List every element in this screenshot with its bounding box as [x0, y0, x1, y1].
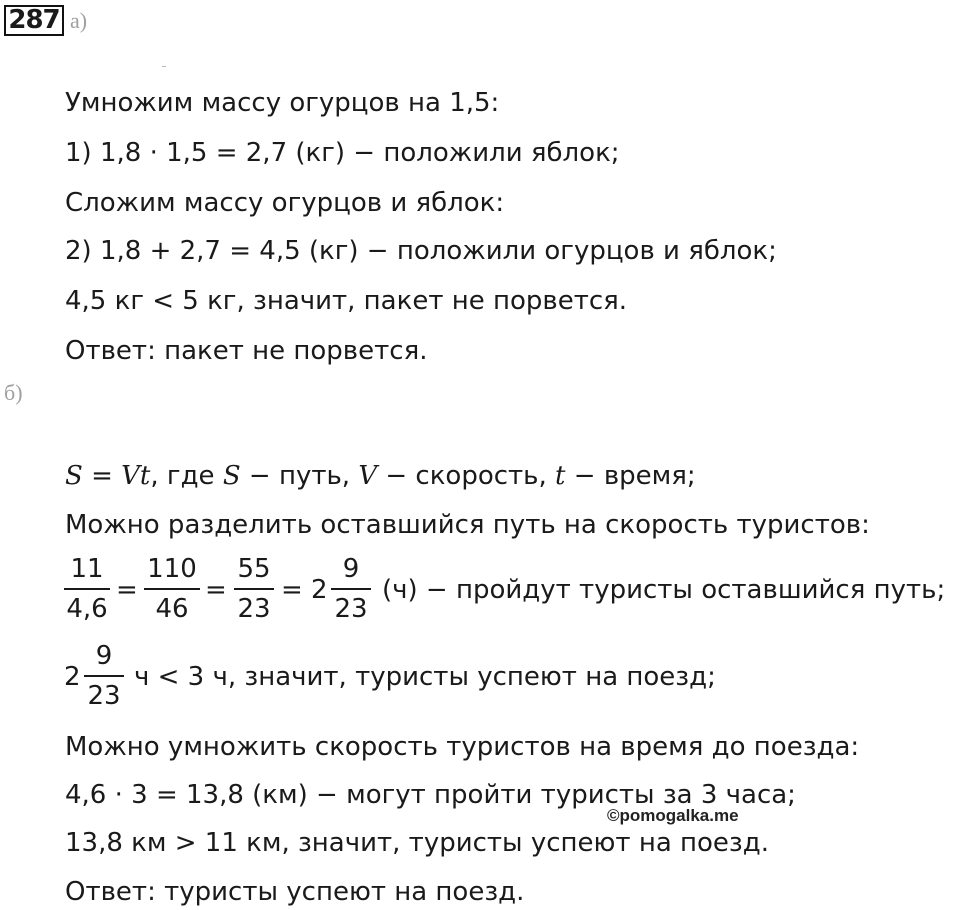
part-b-label: б) [4, 380, 23, 405]
speed-text: − скорость, [377, 461, 556, 491]
watermark: ©pomogalka.me [607, 806, 739, 825]
equals-sign: = [281, 575, 303, 605]
fraction-55-23 [234, 554, 274, 624]
part-a-line-5: 4,5 кг < 5 кг, значит, пакет не порвется. [65, 286, 628, 316]
var-t-2: t [555, 461, 566, 491]
var-t: t [139, 461, 151, 491]
fraction-bar [64, 588, 110, 590]
time-text: − время; [565, 461, 696, 491]
part-b-line-5: Можно умножить скорость туристов на время до поезда: [65, 732, 860, 762]
task-number: 287 [4, 5, 64, 36]
part-a-label: а) [70, 8, 88, 33]
denominator: 23 [87, 681, 121, 711]
stray-mark [162, 66, 166, 67]
formula-line [65, 461, 696, 491]
var-v: V [121, 461, 140, 491]
numerator: 9 [95, 641, 113, 671]
part-a-answer: Ответ: пакет не порвется. [65, 336, 428, 366]
var-s: S [65, 461, 83, 491]
numerator: 55 [237, 554, 271, 584]
fraction-11-4-6 [64, 554, 110, 624]
part-b-line-6: 4,6 · 3 = 13,8 (км) − могут пройти туристы за 3 часа; [65, 780, 796, 810]
fraction-9-23 [331, 554, 371, 624]
fraction-bar [144, 588, 200, 590]
fraction-bar [331, 588, 371, 590]
comparison-tail: ч < 3 ч, значит, туристы успеют на поезд; [134, 662, 716, 692]
fraction-110-46 [144, 554, 200, 624]
fraction-bar [234, 588, 274, 590]
denominator: 4,6 [66, 594, 108, 624]
part-b-answer: Ответ: туристы успеют на поезд. [65, 877, 525, 907]
fraction-9-23 [84, 641, 124, 711]
equals: = [82, 461, 122, 491]
mixed-whole: 2 [64, 662, 81, 692]
part-a-line-4: 2) 1,8 + 2,7 = 4,5 (кг) − положили огурцов и яблок; [65, 236, 777, 266]
equals-sign: = [205, 575, 227, 605]
numerator: 11 [70, 554, 104, 584]
numerator: 9 [342, 554, 360, 584]
where-text: , где [150, 461, 223, 491]
part-b-line-7: 13,8 км > 11 км, значит, туристы успеют на поезд. [65, 828, 769, 858]
numerator: 110 [147, 554, 197, 584]
var-s-2: S [222, 461, 241, 491]
denominator: 23 [237, 594, 271, 624]
path-text: − путь, [240, 461, 359, 491]
part-a-line-1: Умножим массу огурцов на 1,5: [65, 88, 500, 118]
fraction-bar [84, 675, 124, 677]
var-v-2: V [358, 461, 378, 491]
part-b-line-2: Можно разделить оставшийся путь на скорость туристов: [65, 510, 870, 540]
mixed-whole: 2 [311, 575, 328, 605]
equals-sign: = [116, 575, 138, 605]
denominator: 23 [334, 594, 368, 624]
equation-tail: (ч) − пройдут туристы оставшийся путь; [382, 575, 946, 605]
part-a-line-2: 1) 1,8 · 1,5 = 2,7 (кг) − положили яблок; [65, 138, 620, 168]
denominator: 46 [155, 594, 189, 624]
part-a-line-3: Сложим массу огурцов и яблок: [65, 188, 505, 218]
